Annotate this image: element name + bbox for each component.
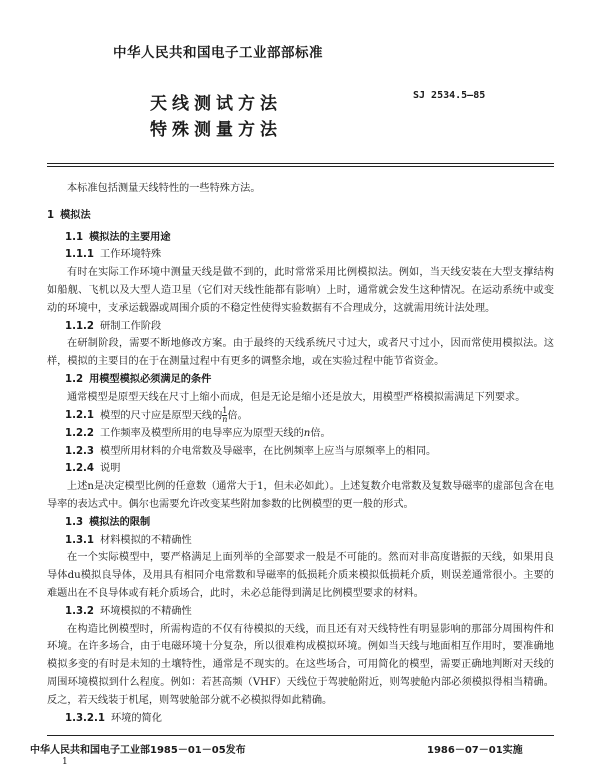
section-1-3-2-heading (47, 603, 554, 621)
section-title: 工作环境特殊 (100, 249, 162, 261)
section-1-1-2-heading (47, 318, 554, 336)
fraction-denominator: n (222, 414, 228, 424)
section-1-1-1-text: 有时在实际工作环境中测量天线是做不到的，此时常常采用比例模拟法。例如，当天线安装在大型支撑结构如船舰、飞机以及大型人造卫星（它们对天线性能都有影响）上时，通常就会发生这种情况。在运动系统中或变动的环境中，支承运载器或周围介质的不稳定性使得实验数据有不合理成分，这就需用统计法处理。 (47, 267, 554, 314)
section-title: 模拟法的主要用途 (89, 231, 171, 243)
section-1-1-heading (47, 229, 554, 247)
footer-rule (47, 735, 554, 736)
header-rule-1 (47, 163, 554, 164)
standard-number: SJ 2534.5—85 (413, 90, 486, 101)
issuing-authority: 中华人民共和国电子工业部部标准 (113, 45, 323, 61)
section-title: 研制工作阶段 (100, 320, 162, 332)
section-number: 1.3.1 (65, 534, 95, 546)
intro-text: 本标准包括测量天线特性的一些特殊方法。 (67, 183, 261, 194)
section-title: 材料模拟的不精确性 (100, 534, 192, 546)
clause-text: 模型所用材料的介电常数及导磁率，在比例频率上应当与原频率上的相同。 (100, 445, 437, 457)
issue-date: 中华人民共和国电子工业部1985－01－05发布 (30, 745, 246, 756)
clause-text-end: 倍。 (310, 427, 331, 439)
title-line-1: 天线测试方法 (150, 94, 282, 114)
section-title: 用模型模拟必须满足的条件 (89, 373, 212, 385)
section-number: 1 (47, 209, 55, 221)
section-number: 1.2.2 (65, 427, 95, 439)
clause-text-end: 倍。 (227, 410, 248, 422)
section-1-2-2 (47, 425, 554, 443)
header-rule-2 (47, 166, 554, 167)
section-1-3-2-text: 在构造比例模型时，所需构造的不仅有待模拟的天线，而且还有对天线特性有明显影响的那部分周围构件和环境。在许多场合，由于电磁环境十分复杂，所以很难构成模拟环境。例如当天线与地面相互作用时，要准确地模拟多变的有时是未知的土壤特性，通常是不现实的。在这些场合，可用简化的模型，需要正确地判断对天线的周围环境模拟到什么程度。例如：若甚高频（VHF）天线位于驾驶舱附近，则驾驶舱内部必须模拟得相当精确。反之，若天线装于机尾，则驾驶舱部分就不必模拟得如此精确。 (47, 623, 554, 706)
section-number: 1.2.1 (65, 410, 95, 422)
section-number: 1.2.3 (65, 445, 95, 457)
section-1-2-3 (47, 443, 554, 461)
section-1-3-1-text: 在一个实际模型中，要严格满足上面列举的全部要求一般是不可能的。然而对非高度谐振的天线，如果用良导体du模拟良导体，及用具有相同介电常数和导磁率的低损耗介质来模拟低损耗介质，则误差通常很小。主要的难题出在不良导体或有耗介质场合，此时，未必总能得到满足比例模型要求的材料。 (47, 552, 554, 600)
section-number: 1.1.1 (65, 249, 95, 261)
section-title: 说明 (100, 463, 121, 475)
section-title: 环境模拟的不精确性 (100, 605, 192, 617)
section-number: 1.1 (65, 231, 84, 243)
section-number: 1.3 (65, 516, 84, 528)
section-number: 1.2.4 (65, 463, 95, 475)
document-body (47, 180, 554, 727)
section-number: 1.1.2 (65, 320, 95, 332)
section-1-3-1-heading (47, 532, 554, 550)
section-number: 1.2 (65, 373, 84, 385)
fraction-numerator: 1 (222, 405, 228, 415)
page-number: 1 (62, 757, 68, 767)
variable-n: n (303, 427, 311, 439)
section-1-2-4-heading (47, 460, 554, 478)
section-1-2-heading (47, 371, 554, 389)
section-1-2-1 (47, 407, 554, 425)
section-1-3-2-1-heading (47, 710, 554, 728)
section-number: 1.3.2 (65, 605, 95, 617)
section-1-1-2-text: 在研制阶段，需要不断地修改方案。由于最终的天线系统尺寸过大，或者尺寸过小，因而常使用模拟法。这样，模拟的主要目的在于在测量过程中有更多的调整余地，或在实验过程中能节省资金。 (47, 338, 554, 368)
clause-text: 模型的尺寸应是原型天线的 (100, 410, 223, 422)
section-title: 环境的简化 (110, 712, 162, 724)
section-1-2-4-text: 上述n是决定模型比例的任意数（通常大于1，但未必如此）。上述复数介电常数及复数导磁率的虚部包含在电导率的表达式中。偶尔也需要允许改变某些附加参数的比例模型的更一般的形式。 (47, 481, 554, 511)
section-number: 1.3.2.1 (65, 712, 105, 724)
section-1-heading (47, 207, 554, 225)
implementation-date: 1986－07－01实施 (427, 745, 523, 756)
section-1-2-text: 通常模型是原型天线在尺寸上缩小而成，但是无论是缩小还是放大，用模型严格模拟需满足下列要求。 (67, 391, 526, 403)
section-title: 模拟法的限制 (89, 516, 151, 528)
title-line-2: 特殊测量方法 (150, 120, 282, 140)
section-1-3-heading (47, 514, 554, 532)
clause-text: 工作频率及模型所用的电导率应为原型天线的 (100, 427, 304, 439)
section-title: 模拟法 (60, 209, 91, 221)
section-1-1-1-heading (47, 246, 554, 264)
